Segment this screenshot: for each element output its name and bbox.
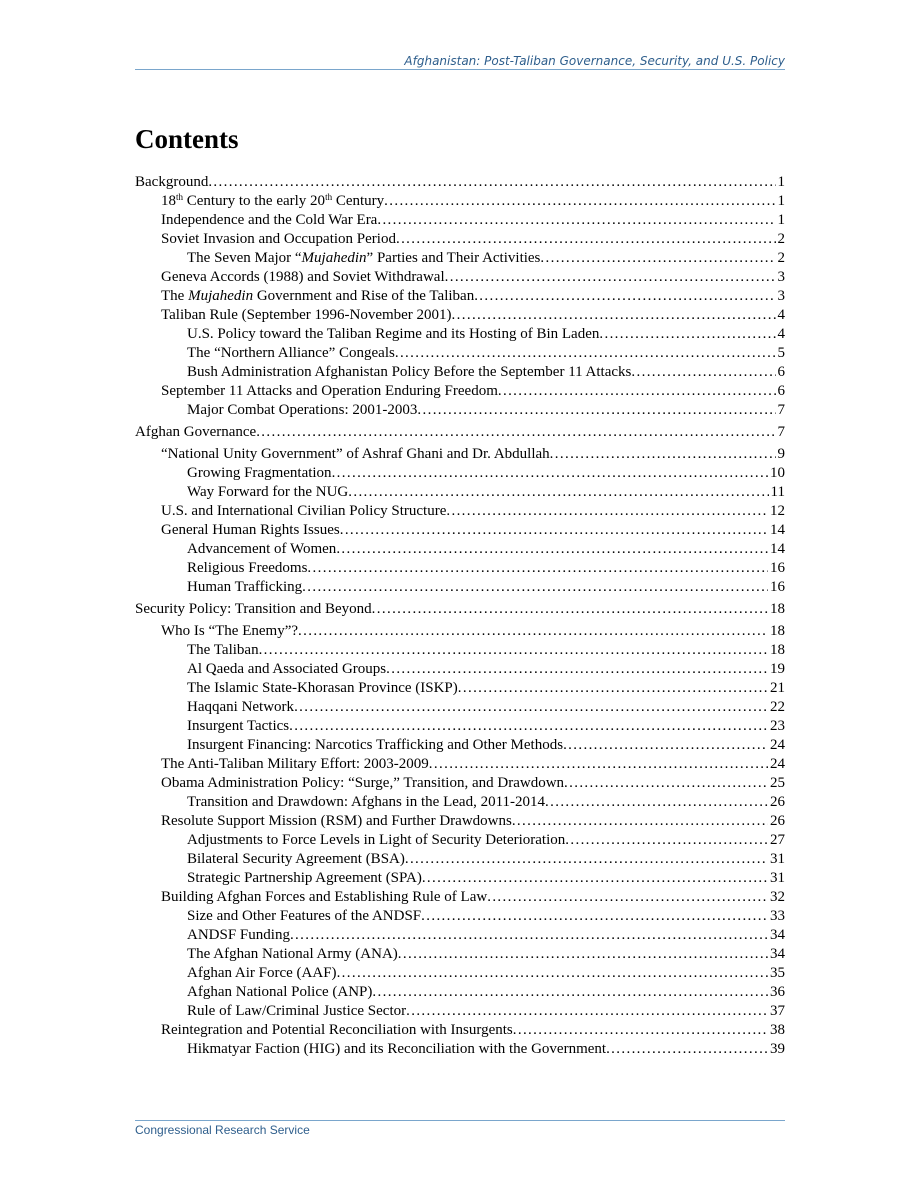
toc-page-number: 34: [770, 927, 785, 943]
dot-leader: [631, 363, 775, 382]
toc-entry-title: Al Qaeda and Associated Groups: [187, 661, 387, 677]
toc-entry-title: Rule of Law/Criminal Justice Sector: [187, 1003, 407, 1019]
dot-leader: [564, 774, 768, 793]
dot-leader: [372, 983, 768, 1002]
toc-entry-mujahedin-government[interactable]: [135, 287, 785, 306]
toc-entry-women[interactable]: [135, 540, 785, 559]
toc-entry-title: Hikmatyar Faction (HIG) and its Reconciliation with the Government: [187, 1041, 607, 1057]
toc-entry-title: Major Combat Operations: 2001-2003: [187, 402, 418, 418]
toc-entry-title: Insurgent Tactics: [187, 718, 290, 734]
dot-leader: [446, 502, 768, 521]
toc-page-number: 36: [770, 984, 785, 1000]
toc-entry-building-forces[interactable]: [135, 888, 785, 907]
dot-leader: [336, 540, 768, 559]
toc-entry-human-rights[interactable]: [135, 521, 785, 540]
dot-leader: [599, 325, 775, 344]
toc-page-number: 33: [770, 908, 785, 924]
toc-page-number: 18: [770, 623, 785, 639]
dot-leader: [386, 660, 768, 679]
toc-entry-ana[interactable]: [135, 945, 785, 964]
dot-leader: [445, 268, 776, 287]
toc-entry-title: Religious Freedoms: [187, 560, 308, 576]
toc-page-number: 9: [777, 446, 785, 462]
toc-page-number: 14: [770, 522, 785, 538]
toc-entry-andsf-funding[interactable]: [135, 926, 785, 945]
toc-page-number: 6: [777, 364, 785, 380]
toc-entry-title: Transition and Drawdown: Afghans in the Lead, 2011-2014: [187, 794, 546, 810]
dot-leader: [395, 344, 776, 363]
toc-entry-title: U.S. and International Civilian Policy Structure: [161, 503, 447, 519]
toc-entry-afghan-governance[interactable]: [135, 423, 785, 442]
toc-entry-us-policy-taliban[interactable]: [135, 325, 785, 344]
toc-entry-way-forward[interactable]: [135, 483, 785, 502]
toc-page-number: 25: [770, 775, 785, 791]
toc-entry-rule-of-law[interactable]: [135, 1002, 785, 1021]
dot-leader: [307, 559, 768, 578]
toc-entry-title: Taliban Rule (September 1996-November 2001): [161, 307, 452, 323]
toc-entry-bush-policy[interactable]: [135, 363, 785, 382]
toc-entry-title: The Seven Major “Mujahedin” Parties and Their Activities: [187, 250, 541, 266]
toc-entry-anti-taliban-effort[interactable]: [135, 755, 785, 774]
toc-entry-title: Background: [135, 174, 209, 190]
toc-entry-title: The Taliban: [187, 642, 259, 658]
toc-page-number: 21: [770, 680, 785, 696]
toc-page-number: 32: [770, 889, 785, 905]
toc-entry-major-combat[interactable]: [135, 401, 785, 420]
toc-entry-title: Bilateral Security Agreement (BSA): [187, 851, 405, 867]
toc-page-number: 34: [770, 946, 785, 962]
toc-entry-title: The Islamic State-Khorasan Province (ISKP): [187, 680, 458, 696]
toc-entry-title: Obama Administration Policy: “Surge,” Transition, and Drawdown: [161, 775, 565, 791]
toc-entry-bsa[interactable]: [135, 850, 785, 869]
dot-leader: [332, 464, 768, 483]
toc-entry-resolute-support[interactable]: [135, 812, 785, 831]
toc-entry-spa[interactable]: [135, 869, 785, 888]
dot-leader: [259, 641, 768, 660]
toc-page-number: 1: [777, 212, 785, 228]
toc-page-number: 14: [770, 541, 785, 557]
toc-page-number: 3: [777, 269, 785, 285]
toc-entry-transition-drawdown[interactable]: [135, 793, 785, 812]
toc-entry-title: Advancement of Women: [187, 541, 337, 557]
dot-leader: [563, 736, 768, 755]
toc-page-number: 24: [770, 737, 785, 753]
toc-page-number: 18: [770, 601, 785, 617]
toc-entry-title: Growing Fragmentation: [187, 465, 332, 481]
footer-publisher: Congressional Research Service: [135, 1123, 310, 1137]
toc-entry-iskp[interactable]: [135, 679, 785, 698]
toc-entry-title: Geneva Accords (1988) and Soviet Withdrawal: [161, 269, 445, 285]
toc-entry-september-11[interactable]: [135, 382, 785, 401]
toc-page-number: 4: [777, 307, 785, 323]
toc-entry-title: Who Is “The Enemy”?: [161, 623, 299, 639]
toc-entry-civilian-policy[interactable]: [135, 502, 785, 521]
dot-leader: [487, 888, 768, 907]
toc-entry-taliban-rule[interactable]: [135, 306, 785, 325]
toc-entry-title: Strategic Partnership Agreement (SPA): [187, 870, 422, 886]
toc-page-number: 1: [777, 193, 785, 209]
dot-leader: [298, 622, 768, 641]
toc-entry-security-policy[interactable]: [135, 600, 785, 619]
toc-page-number: 3: [777, 288, 785, 304]
toc-entry-title: Size and Other Features of the ANDSF: [187, 908, 422, 924]
toc-page-number: 26: [770, 813, 785, 829]
dot-leader: [550, 445, 776, 464]
dot-leader: [372, 600, 768, 619]
toc-entry-title: Insurgent Financing: Narcotics Trafficking and Other Methods: [187, 737, 564, 753]
toc-page-number: 31: [770, 870, 785, 886]
toc-entry-title: September 11 Attacks and Operation Enduring Freedom: [161, 383, 498, 399]
dot-leader: [405, 850, 768, 869]
toc-entry-insurgent-financing[interactable]: [135, 736, 785, 755]
toc-entry-fragmentation[interactable]: [135, 464, 785, 483]
toc-entry-andsf-size[interactable]: [135, 907, 785, 926]
toc-entry-title: The “Northern Alliance” Congeals: [187, 345, 395, 361]
toc-entry-title: Building Afghan Forces and Establishing Rule of Law: [161, 889, 488, 905]
toc-page-number: 18: [770, 642, 785, 658]
toc-entry-title: The Mujahedin Government and Rise of the Taliban: [161, 288, 475, 304]
toc-entry-title: Resolute Support Mission (RSM) and Further Drawdowns: [161, 813, 512, 829]
dot-leader: [289, 717, 768, 736]
toc-page-number: 38: [770, 1022, 785, 1038]
toc-entry-force-levels[interactable]: [135, 831, 785, 850]
dot-leader: [294, 698, 768, 717]
table-of-contents: [135, 173, 785, 1059]
toc-entry-background[interactable]: [135, 173, 785, 192]
dot-leader: [606, 1040, 768, 1059]
toc-entry-obama-policy[interactable]: [135, 774, 785, 793]
toc-entry-title: General Human Rights Issues: [161, 522, 340, 538]
toc-page-number: 12: [770, 503, 785, 519]
toc-entry-title: Afghan National Police (ANP): [187, 984, 373, 1000]
toc-page-number: 7: [777, 402, 785, 418]
toc-page-number: 6: [777, 383, 785, 399]
toc-page-number: 39: [770, 1041, 785, 1057]
toc-entry-title: Human Trafficking: [187, 579, 303, 595]
dot-leader: [406, 1002, 768, 1021]
toc-entry-title: 18th Century to the early 20th Century: [161, 192, 385, 209]
toc-page-number: 19: [770, 661, 785, 677]
dot-leader: [208, 173, 775, 192]
toc-entry-title: The Anti-Taliban Military Effort: 2003-2009: [161, 756, 429, 772]
header-rule: [135, 69, 785, 70]
toc-page-number: 7: [777, 424, 785, 440]
toc-page-number: 11: [770, 484, 785, 500]
toc-page-number: 2: [777, 250, 785, 266]
toc-entry-title: ANDSF Funding: [187, 927, 290, 943]
toc-entry-al-qaeda[interactable]: [135, 660, 785, 679]
toc-entry-18th-century[interactable]: [135, 192, 785, 211]
toc-page-number: 37: [770, 1003, 785, 1019]
dot-leader: [396, 230, 776, 249]
toc-page-number: 10: [770, 465, 785, 481]
toc-entry-the-enemy[interactable]: [135, 622, 785, 641]
footer-rule: [135, 1120, 785, 1121]
toc-entry-taliban[interactable]: [135, 641, 785, 660]
running-header: Afghanistan: Post-Taliban Governance, Security, and U.S. Policy: [404, 54, 785, 68]
dot-leader: [256, 423, 775, 442]
toc-entry-title: Afghan Governance: [135, 424, 257, 440]
dot-leader: [384, 192, 775, 211]
toc-entry-reintegration[interactable]: [135, 1021, 785, 1040]
toc-entry-hikmatyar[interactable]: [135, 1040, 785, 1059]
dot-leader: [429, 755, 768, 774]
dot-leader: [474, 287, 775, 306]
toc-entry-title: “National Unity Government” of Ashraf Ghani and Dr. Abdullah: [161, 446, 550, 462]
toc-entry-anp[interactable]: [135, 983, 785, 1002]
dot-leader: [302, 578, 768, 597]
toc-page-number: 31: [770, 851, 785, 867]
toc-entry-title: Adjustments to Force Levels in Light of Security Deterioration: [187, 832, 566, 848]
toc-entry-northern-alliance[interactable]: [135, 344, 785, 363]
dot-leader: [512, 812, 768, 831]
dot-leader: [398, 945, 768, 964]
dot-leader: [565, 831, 768, 850]
toc-page-number: 26: [770, 794, 785, 810]
toc-entry-independence[interactable]: [135, 211, 785, 230]
dot-leader: [545, 793, 768, 812]
dot-leader: [290, 926, 768, 945]
toc-entry-geneva-accords[interactable]: [135, 268, 785, 287]
dot-leader: [417, 401, 775, 420]
toc-page-number: 22: [770, 699, 785, 715]
toc-entry-title: Independence and the Cold War Era: [161, 212, 378, 228]
toc-page-number: 5: [777, 345, 785, 361]
toc-page-number: 1: [777, 174, 785, 190]
toc-entry-insurgent-tactics[interactable]: [135, 717, 785, 736]
toc-entry-seven-mujahedin[interactable]: [135, 249, 785, 268]
toc-entry-religious-freedoms[interactable]: [135, 559, 785, 578]
toc-entry-title: Bush Administration Afghanistan Policy Before the September 11 Attacks: [187, 364, 632, 380]
dot-leader: [422, 869, 768, 888]
toc-page-number: 23: [770, 718, 785, 734]
dot-leader: [513, 1021, 768, 1040]
dot-leader: [337, 964, 768, 983]
toc-entry-national-unity[interactable]: [135, 445, 785, 464]
dot-leader: [498, 382, 776, 401]
toc-entry-soviet-invasion[interactable]: [135, 230, 785, 249]
dot-leader: [421, 907, 768, 926]
toc-entry-title: The Afghan National Army (ANA): [187, 946, 398, 962]
toc-entry-title: Soviet Invasion and Occupation Period: [161, 231, 396, 247]
toc-entry-title: Reintegration and Potential Reconciliation with Insurgents: [161, 1022, 513, 1038]
dot-leader: [458, 679, 768, 698]
toc-entry-haqqani[interactable]: [135, 698, 785, 717]
dot-leader: [452, 306, 776, 325]
toc-entry-aaf[interactable]: [135, 964, 785, 983]
toc-page-number: 35: [770, 965, 785, 981]
dot-leader: [540, 249, 775, 268]
dot-leader: [340, 521, 768, 540]
toc-page-number: 16: [770, 560, 785, 576]
page-title: Contents: [135, 124, 239, 154]
toc-page-number: 24: [770, 756, 785, 772]
dot-leader: [377, 211, 775, 230]
toc-entry-trafficking[interactable]: [135, 578, 785, 597]
toc-entry-title: U.S. Policy toward the Taliban Regime and its Hosting of Bin Laden: [187, 326, 600, 342]
toc-entry-title: Afghan Air Force (AAF): [187, 965, 337, 981]
dot-leader: [348, 483, 768, 502]
toc-entry-title: Haqqani Network: [187, 699, 295, 715]
toc-page-number: 4: [777, 326, 785, 342]
toc-entry-title: Way Forward for the NUG: [187, 484, 349, 500]
toc-page-number: 16: [770, 579, 785, 595]
toc-entry-title: Security Policy: Transition and Beyond: [135, 601, 372, 617]
toc-page-number: 27: [770, 832, 785, 848]
toc-page-number: 2: [777, 231, 785, 247]
